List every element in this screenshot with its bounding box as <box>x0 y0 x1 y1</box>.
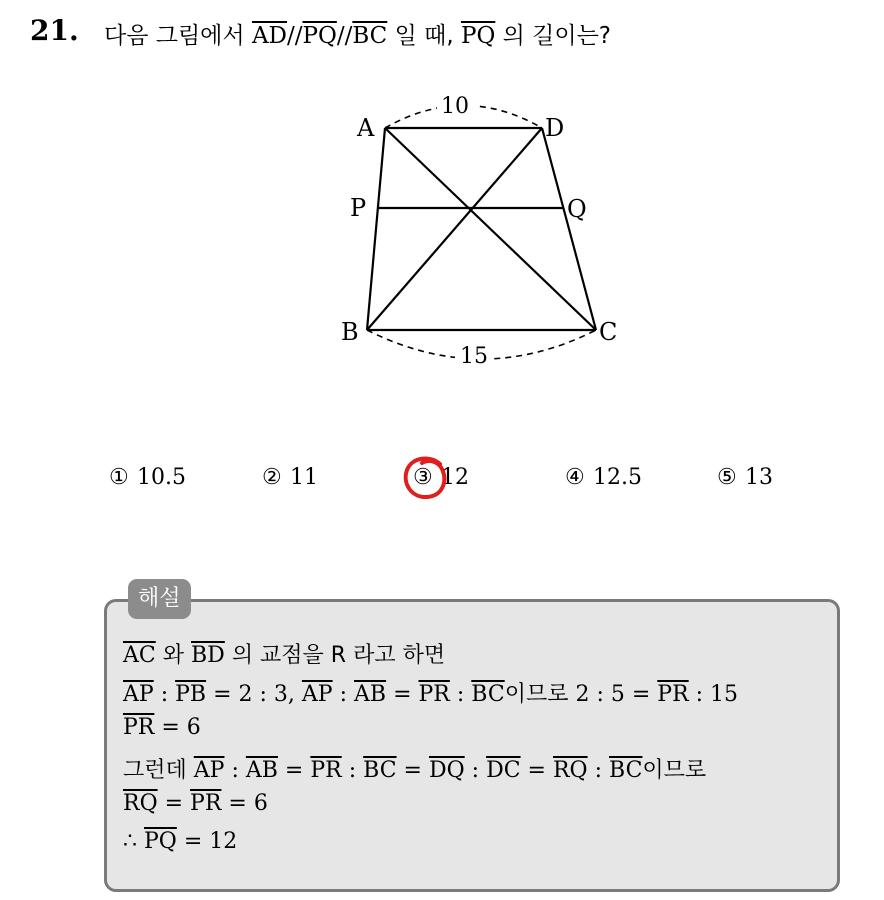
text: 이므로 <box>642 758 707 783</box>
choice-value: 12.5 <box>593 465 642 490</box>
selected-answer-circle-icon <box>400 452 452 506</box>
seg: $\overline{BC}$ <box>471 682 505 707</box>
segment-pq: $\overline{PQ}$ <box>460 23 496 49</box>
choice-2[interactable] <box>262 465 318 490</box>
trapezoid-figure <box>330 85 630 385</box>
therefore-symbol: ∴ <box>123 829 137 854</box>
choice-1[interactable] <box>109 465 186 490</box>
choice-5[interactable] <box>717 465 773 490</box>
text: 와 <box>162 643 184 668</box>
segment-bc: $\overline{BC}$ <box>352 23 388 49</box>
label-q: Q <box>567 195 587 223</box>
solution-line-2 <box>123 677 738 708</box>
segment-pq: $\overline{PQ}$ <box>302 23 337 49</box>
text: 그런데 <box>123 758 187 783</box>
choice-marker: ⑤ <box>717 465 737 490</box>
seg: $\overline{RQ}$ <box>123 791 158 816</box>
op: = <box>396 758 429 783</box>
solution-line-6 <box>123 829 237 854</box>
choice-marker: ③ <box>413 465 433 490</box>
choice-value: 13 <box>745 465 773 490</box>
question-prefix: 다음 그림에서 <box>104 23 245 49</box>
text: 이므로 <box>504 682 569 707</box>
solution-line-3 <box>123 715 201 740</box>
choice-value: 12 <box>441 465 469 490</box>
op: : <box>332 682 355 707</box>
seg: $\overline{BD}$ <box>191 643 225 668</box>
bottom-length-label: 15 <box>460 344 488 369</box>
op: = 12 <box>176 829 238 854</box>
choice-marker: ① <box>109 465 129 490</box>
seg: $\overline{PR}$ <box>310 758 342 783</box>
op: = 6 <box>154 715 201 740</box>
top-length-label: 10 <box>441 94 469 119</box>
seg: $\overline{AC}$ <box>123 643 156 668</box>
op: : <box>464 758 487 783</box>
op: 2 : 5 = <box>568 682 658 707</box>
parallel-symbol: // <box>287 23 303 49</box>
seg: $\overline{PR}$ <box>123 715 155 740</box>
segment-ad: $\overline{AD}$ <box>251 23 287 49</box>
choice-value: 10.5 <box>137 465 186 490</box>
seg: $\overline{PR}$ <box>190 791 222 816</box>
solution-line-4 <box>123 753 706 784</box>
seg: $\overline{DQ}$ <box>428 758 465 783</box>
solution-tag: 해설 <box>128 579 191 619</box>
choice-marker: ② <box>262 465 282 490</box>
op: = <box>277 758 311 783</box>
diagonal-ac-line <box>385 128 596 330</box>
solution-line-5 <box>123 791 268 816</box>
question-mid: 일 때, <box>394 23 454 49</box>
seg: $\overline{AP}$ <box>193 758 225 783</box>
segment-dc-line <box>542 128 596 330</box>
op: = 6 <box>221 791 268 816</box>
seg: $\overline{BC}$ <box>609 758 643 783</box>
op: = <box>520 758 553 783</box>
choice-value: 11 <box>290 465 318 490</box>
op: : <box>153 682 176 707</box>
diagonal-bd-line <box>367 128 542 330</box>
seg: $\overline{PR}$ <box>657 682 689 707</box>
op: : <box>449 682 472 707</box>
seg: $\overline{AB}$ <box>354 682 387 707</box>
parallel-symbol: // <box>336 23 353 49</box>
label-b: B <box>341 318 359 346</box>
label-d: D <box>545 114 565 142</box>
seg: $\overline{PR}$ <box>418 682 450 707</box>
op: : 15 <box>688 682 739 707</box>
seg: $\overline{AP}$ <box>301 682 333 707</box>
label-c: C <box>599 318 618 346</box>
op: = 2 : 3, <box>206 682 302 707</box>
question-text <box>104 17 611 50</box>
seg: $\overline{RQ}$ <box>552 758 588 783</box>
op: = <box>386 682 419 707</box>
label-p: P <box>350 194 367 222</box>
op: : <box>224 758 246 783</box>
seg: $\overline{PQ}$ <box>144 829 177 854</box>
choice-marker: ④ <box>565 465 585 490</box>
segment-ab-line <box>367 128 385 330</box>
seg: $\overline{AB}$ <box>245 758 278 783</box>
seg: $\overline{PB}$ <box>175 682 207 707</box>
op: : <box>587 758 609 783</box>
seg: $\overline{AP}$ <box>123 682 154 707</box>
label-a: A <box>357 114 375 142</box>
seg: $\overline{BC}$ <box>363 758 397 783</box>
solution-line-1 <box>123 638 445 669</box>
seg: $\overline{DC}$ <box>486 758 521 783</box>
op: : <box>341 758 364 783</box>
question-number: 21. <box>30 14 79 47</box>
text: 의 교점을 R 라고 하면 <box>231 643 446 668</box>
choice-4[interactable] <box>565 465 642 490</box>
question-suffix: 의 길이는? <box>502 23 612 49</box>
op: = <box>157 791 191 816</box>
